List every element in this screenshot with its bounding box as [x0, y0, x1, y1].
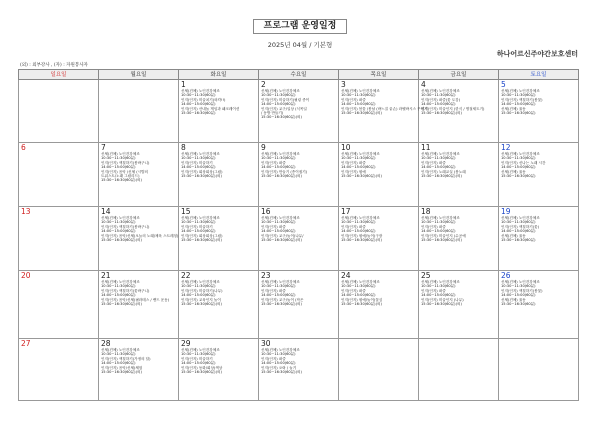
schedule-line: 인지(인지) 퍼즐: [341, 97, 366, 102]
schedule-line: 14:00~15:00(60분): [261, 165, 296, 170]
calendar-week-row: [19, 80, 579, 143]
schedule-line: 인지(인지) 미술하기: [181, 356, 213, 361]
day-number: 10: [341, 143, 351, 152]
schedule-line: 인지(인지) 색칠하기(봄바구니): [101, 224, 150, 229]
day-number: 21: [101, 271, 111, 280]
schedule-line: 인지(인지) 음악/신체(필라테스 / 밴드 운동): [101, 297, 170, 302]
schedule-line: 15:30~16:30(60분): [181, 111, 216, 116]
calendar-day-cell: [499, 80, 579, 143]
schedule-line: 인지(인지) 미술하기(필링 종이: [261, 97, 310, 102]
schedule-line: 15:30~16:30(60분)(외): [421, 238, 462, 243]
schedule-line: 인지(인지) 회상회상(그림): [181, 233, 223, 238]
calendar-day-cell: [419, 339, 499, 401]
day-number: 1: [181, 80, 186, 89]
calendar-day-cell: [259, 80, 339, 143]
day-number: 24: [341, 271, 351, 280]
schedule-line: 15:30~16:30(60분): [501, 238, 536, 243]
schedule-line: 15:30~16:30(60분)(외): [101, 302, 142, 307]
schedule-line: 14:00~15:00(60분): [421, 165, 456, 170]
day-number: 14: [101, 207, 111, 216]
schedule-line: 신체(건체) 노인건강체조: [341, 152, 380, 156]
schedule-line: 신체(건체) 노인건강체조: [261, 280, 300, 284]
calendar-day-cell: [499, 207, 579, 271]
calendar-day-cell: [99, 80, 179, 143]
calendar-day-cell: [499, 339, 579, 401]
schedule-line: 신체(건체) 노인건강체조: [181, 89, 220, 93]
schedule-line: 14:00~15:00(60분): [261, 229, 296, 234]
schedule-line: 인지(인지) 산내놀 게임과 패크레이션: [181, 106, 240, 111]
weekday-monday: 월요일: [99, 70, 179, 80]
schedule-line: 10:30~11:30(60분): [421, 93, 456, 98]
schedule-line: 15:30~16:30(60분)(외): [261, 115, 302, 120]
schedule-line: 신체(건체) 노인건강체조: [261, 348, 300, 352]
schedule-line: 15:30~16:30(60분)(외): [341, 111, 382, 116]
schedule-line: 신체(건체) 율동: [501, 297, 526, 302]
schedule-line: 인지(인지) 미술인지 (수공예: [421, 233, 466, 238]
schedule-line: 10:30~11:30(60분): [101, 352, 136, 357]
schedule-line: 신체(건체) 노인건강체조: [341, 280, 380, 284]
schedule-line: 인지(인지) 색칠하기(꽃바구니): [101, 288, 150, 293]
day-number: 18: [421, 207, 431, 216]
schedule-line: 인지(인지) 원예: [341, 169, 366, 174]
calendar-day-cell: [339, 80, 428, 143]
center-name: 하나어르신주야간보호센터: [496, 50, 578, 58]
schedule-line: 신체(건체) 노인건강체조: [261, 216, 300, 220]
weekday-saturday: 토요일: [499, 70, 579, 80]
schedule-line: 인지(인지) 색칠하기(꽃): [501, 224, 539, 229]
calendar-day-cell: [499, 143, 579, 207]
schedule-line: 10:30~11:30(60분): [501, 156, 536, 161]
calendar-day-cell: [179, 143, 259, 207]
schedule-line: 10:30~11:30(60분): [261, 284, 296, 289]
schedule-line: 15:30~16:30(60분)(외): [261, 370, 302, 375]
schedule-line: 15:30~16:30(60분): [501, 302, 536, 307]
schedule-line: 인지(인지) 노래교실 (봄노래: [421, 169, 466, 174]
schedule-line: 인지(인지) 미술치기(외칵!!): [181, 97, 226, 102]
day-number: 28: [101, 339, 111, 348]
day-number: 16: [261, 207, 271, 216]
schedule-line: 인지(인지) 퍼즐: [261, 356, 286, 361]
weekday-sunday: 일요일: [19, 70, 99, 80]
schedule-line: 10:30~11:30(60분): [101, 156, 136, 161]
schedule-line: 14:00~15:00(60분): [181, 229, 216, 234]
schedule-line: 신체(건체) 율동: [501, 106, 526, 111]
schedule-line: 14:00~15:00(60분): [181, 165, 216, 170]
schedule-line: 신체(건체) 노인건강체조: [501, 152, 540, 156]
schedule-line: / 동방 만들기): [261, 111, 284, 116]
schedule-line: 10:30~11:30(60분): [181, 220, 216, 225]
schedule-line: 신체(건체) 노인건강체조: [181, 216, 220, 220]
day-number: 29: [181, 339, 191, 348]
schedule-line: 인지(인지) 음악/신체(체험: [101, 365, 143, 370]
schedule-line: 14:00~15:00(60분): [181, 102, 216, 107]
schedule-line: 15:30~16:30(60분)(외): [101, 370, 142, 375]
schedule-line: 10:30~11:30(60분): [261, 156, 296, 161]
schedule-line: 15:30~16:30(60분)(외): [261, 302, 302, 307]
day-number: 3: [341, 80, 346, 89]
calendar-day-cell: [179, 339, 259, 401]
page-title: 프로그램 운영일정: [253, 19, 347, 34]
schedule-line: 14:00~15:00(60분): [101, 165, 136, 170]
schedule-line: 14:00~15:00(60분): [501, 293, 536, 298]
day-number: 19: [501, 207, 511, 216]
calendar-day-cell: [419, 207, 499, 271]
weekday-wednesday: 수요일: [259, 70, 339, 80]
schedule-line: 15:30~16:30(60분)(외): [421, 302, 462, 307]
day-number: 20: [21, 271, 31, 280]
schedule-line: 인지(인지) 퍼즐(꽃 도감): [421, 97, 461, 102]
calendar-day-cell: [339, 207, 419, 271]
schedule-line: 10:30~11:30(60분): [181, 93, 216, 98]
calendar-day-cell: [19, 143, 99, 207]
day-number: 5: [501, 80, 506, 89]
schedule-line: 인지(인지) 교구/놀이(나무/: [261, 233, 304, 238]
schedule-line: 10:30~11:30(60분): [421, 220, 456, 225]
day-number: 11: [421, 143, 431, 152]
schedule-line: 인지(인지) 신나는 노래 시간: [501, 160, 546, 165]
schedule-line: 14:00~15:00(60분): [101, 361, 136, 366]
schedule-line: 14:00~15:00(60분): [341, 102, 376, 107]
calendar-day-cell: [259, 339, 339, 401]
schedule-line: 신체(건체) 노인건강체조: [501, 216, 540, 220]
day-number: 4: [421, 80, 426, 89]
calendar-day-cell: [19, 271, 99, 339]
calendar-day-cell: [259, 143, 339, 207]
day-number: 7: [101, 143, 106, 152]
schedule-line: 15:30~16:30(60분)(외): [181, 370, 222, 375]
schedule-line: 신체(건체) 노인건강체조: [341, 216, 380, 220]
calendar-week-row: [19, 207, 579, 271]
calendar-day-cell: [179, 80, 259, 143]
schedule-line: 인지(인지) 퍼즐: [341, 160, 366, 165]
schedule-line: 10:30~11:30(60분): [341, 220, 376, 225]
legend: (외) : 외부강사 , (자) : 자원봉사자: [20, 63, 88, 68]
schedule-line: 신체(건체) 노인건강체조: [501, 89, 540, 93]
schedule-line: 15:30~16:30(60분)(외): [421, 111, 462, 116]
schedule-line: 인지(인지) 미술인지 (나무): [421, 297, 464, 302]
schedule-line: 신체(건체) 노인건강체조: [261, 89, 300, 93]
schedule-line: 인지(인지) 퍼즐: [421, 224, 446, 229]
schedule-line: 15:30~16:30(60분)(외): [261, 238, 302, 243]
schedule-line: 14:00~15:00(60분): [421, 293, 456, 298]
schedule-line: 15:30~16:30(60분)(외): [341, 238, 382, 243]
schedule-line: 신체(건체) 노인건강체조: [181, 348, 220, 352]
calendar-body: [19, 80, 579, 401]
schedule-line: 14:00~15:00(60분): [341, 293, 376, 298]
schedule-line: 14:00~15:00(60분): [421, 102, 456, 107]
calendar-day-cell: [499, 271, 579, 339]
schedule-line: 인지(인지) 원예/놀이(꽃심: [341, 297, 383, 302]
schedule-line: 14:00~15:00(60분): [261, 361, 296, 366]
calendar-day-cell: [419, 271, 499, 339]
schedule-line: 14:00~15:00(60분): [501, 102, 536, 107]
calendar-day-cell: [259, 207, 339, 271]
schedule-line: 인지(인지) 퍼즐: [421, 288, 446, 293]
schedule-line: 15:30~16:30(60분)(외): [341, 174, 382, 179]
schedule-line: 인지(인지) 색칠하기(봄꽃): [501, 288, 543, 293]
weekday-thursday: 목요일: [339, 70, 419, 80]
schedule-line: 10:30~11:30(60분): [261, 93, 296, 98]
schedule-line: 신체(건체) 노인건강체조: [421, 280, 460, 284]
calendar-day-cell: [99, 207, 179, 271]
schedule-line: 15:30~16:30(60분): [501, 111, 536, 116]
schedule-line: 신체(건체) 노인건강체조: [341, 89, 380, 93]
schedule-line: 인지(인지) 미술하기: [181, 160, 213, 165]
weekday-tuesday: 화요일: [179, 70, 259, 80]
schedule-line: 14:00~15:00(60분): [261, 293, 296, 298]
schedule-line: 신체(건체) 노인건강체조: [181, 280, 220, 284]
day-number: 12: [501, 143, 511, 152]
schedule-line: 인지(인지) 봄꽃 /봄날 (바느질 끝손) 라벨바시스 꾸미기: [341, 106, 428, 111]
calendar-day-cell: [19, 207, 99, 271]
schedule-line: 신체(건체) 노인건강체조: [101, 280, 140, 284]
calendar-day-cell: [419, 143, 499, 207]
schedule-line: 인지(인지) 미술하기(나무): [181, 288, 223, 293]
schedule-line: 10:30~11:30(60분): [101, 284, 136, 289]
schedule-line: 14:00~15:00(60분): [501, 165, 536, 170]
schedule-line: 인지(인지) 원예/놀이(구장: [341, 233, 383, 238]
schedule-line: 신체(건체) 노인건강체조: [101, 216, 140, 220]
schedule-line: 14:00~15:00(60분): [101, 229, 136, 234]
day-number: 9: [261, 143, 266, 152]
schedule-line: 10:30~11:30(60분): [501, 93, 536, 98]
schedule-line: 신체(건체) 율동: [501, 169, 526, 174]
schedule-line: 15:30~16:30(60분)(외): [181, 302, 222, 307]
schedule-line: 인지(인지) 교구/놀이 (작은: [261, 297, 304, 302]
day-number: 2: [261, 80, 266, 89]
calendar-day-cell: [339, 271, 419, 339]
schedule-line: 인지(인지) 미술하기: [181, 224, 213, 229]
schedule-line: 인지(인지) 퍼즐: [261, 288, 286, 293]
schedule-line: 10:30~11:30(60분): [181, 284, 216, 289]
schedule-line: 10:30~11:30(60분): [181, 352, 216, 357]
calendar-day-cell: [179, 271, 259, 339]
schedule-line: 10:30~11:30(60분): [341, 93, 376, 98]
calendar-day-cell: [179, 207, 259, 271]
schedule-line: 인지(인지) 오락 / 놀기: [261, 365, 297, 370]
calendar-day-cell: [99, 339, 179, 401]
schedule-line: 10:30~11:30(60분): [181, 156, 216, 161]
schedule-line: 14:00~15:00(60분): [501, 229, 536, 234]
calendar-day-cell: [339, 143, 419, 207]
weekday-header-row: [19, 70, 579, 80]
schedule-line: 신체(건체) 율동: [501, 233, 526, 238]
day-number: 30: [261, 339, 271, 348]
schedule-line: 신체(건체) 노인건강체조: [101, 152, 140, 156]
schedule-line: 10:30~11:30(60분): [501, 284, 536, 289]
schedule-line: 신체(건체) 노인건강체조: [421, 216, 460, 220]
page-subtitle: 2025년 04월 / 기본형: [267, 41, 333, 49]
day-number: 17: [341, 207, 351, 216]
calendar-day-cell: [419, 80, 499, 143]
day-number: 26: [501, 271, 511, 280]
schedule-line: 트위스트/노래 그림리드): [101, 174, 140, 179]
schedule-line: 인지(인지) 퍼즐: [261, 160, 286, 165]
schedule-line: 15:30~16:30(60분)(외): [341, 302, 382, 307]
schedule-line: 14:00~15:00(60분): [181, 293, 216, 298]
schedule-line: 15:30~16:30(60분): [501, 174, 536, 179]
schedule-line: 14:00~15:00(60분): [101, 293, 136, 298]
schedule-line: 신체(건체) 노인건강체조: [421, 89, 460, 93]
schedule-line: 인지(인지) 음악 /신체 (시발의: [101, 169, 149, 174]
schedule-line: 10:30~11:30(60분): [261, 220, 296, 225]
schedule-line: 14:00~15:00(60분): [181, 361, 216, 366]
schedule-line: 인지(인지) 색칠하기(봄바구니): [101, 160, 150, 165]
day-number: 25: [421, 271, 431, 280]
day-number: 13: [21, 207, 31, 216]
schedule-line: 15:30~16:30(60분)(외): [261, 174, 302, 179]
schedule-line: 인지(인지) 색칠하기(가정의 달): [101, 356, 151, 361]
calendar-day-cell: [99, 143, 179, 207]
calendar-day-cell: [259, 271, 339, 339]
calendar-table: [18, 69, 579, 401]
calendar-week-row: [19, 271, 579, 339]
schedule-line: 인지(인지) 퍼즐: [341, 224, 366, 229]
schedule-line: 신체(건체) 노인건강체조: [421, 152, 460, 156]
schedule-line: 10:30~11:30(60분): [421, 156, 456, 161]
schedule-line: 신체(건체) 노인건강체조: [501, 280, 540, 284]
schedule-line: 인지(인지) 만들기 (종이접기): [261, 169, 308, 174]
calendar-week-row: [19, 143, 579, 207]
calendar-day-cell: [99, 271, 179, 339]
schedule-line: 15:30~16:30(60분)(외): [181, 174, 222, 179]
day-number: 8: [181, 143, 186, 152]
schedule-line: 인지(인지) 음악/신체(오늘의 노래/채육 스트레칭): [101, 233, 179, 238]
schedule-line: 10:30~11:30(60분): [341, 284, 376, 289]
schedule-line: 15:30~16:30(60분)(외): [181, 238, 222, 243]
calendar-day-cell: [19, 339, 99, 401]
schedule-line: 10:30~11:30(60분): [341, 156, 376, 161]
schedule-line: 15:30~16:30(60분)(외): [421, 174, 462, 179]
schedule-line: 인지(인지) 동화/회상(색상: [181, 365, 223, 370]
schedule-line: 14:00~15:00(60분): [341, 229, 376, 234]
day-number: 15: [181, 207, 191, 216]
day-number: 6: [21, 143, 26, 152]
calendar-week-row: [19, 339, 579, 401]
calendar-day-cell: [339, 339, 419, 401]
schedule-line: 10:30~11:30(60분): [101, 220, 136, 225]
day-number: 22: [181, 271, 191, 280]
schedule-line: 15:30~16:30(60분)(외): [101, 178, 142, 183]
schedule-line: 15:30~16:30(60분)(외): [101, 238, 142, 243]
schedule-line: 14:00~15:00(60분): [341, 165, 376, 170]
schedule-line: 14:00~15:00(60분): [261, 102, 296, 107]
schedule-line: 인지(인지) 미술인지 (한식 / 명절세트기): [421, 106, 485, 111]
weekday-friday: 금요일: [419, 70, 499, 80]
schedule-line: 신체(건체) 노인건강체조: [181, 152, 220, 156]
schedule-line: 인지(인지) 교육인지 놀이: [181, 297, 221, 302]
day-number: 27: [21, 339, 31, 348]
schedule-line: 신체(건체) 노인건강체조: [101, 348, 140, 352]
calendar-day-cell: [19, 80, 99, 143]
schedule-line: 인지(인지) 퍼즐: [261, 224, 286, 229]
schedule-line: 인지(인지) 교구/일상 (식목일: [261, 106, 307, 111]
day-number: 23: [261, 271, 271, 280]
schedule-line: 인지(인지) 퍼즐: [421, 160, 446, 165]
schedule-line: 14:00~15:00(60분): [421, 229, 456, 234]
schedule-line: 10:30~11:30(60분): [261, 352, 296, 357]
schedule-line: 인지(인지) 색칠하기(봄꽃): [501, 97, 543, 102]
schedule-line: 신체(건체) 노인건강체조: [261, 152, 300, 156]
schedule-line: 인지(인지) 퍼즐: [341, 288, 366, 293]
schedule-line: 10:30~11:30(60분): [421, 284, 456, 289]
schedule-line: 10:30~11:30(60분): [501, 220, 536, 225]
schedule-line: 인지(인지) 회상회상(그림): [181, 169, 223, 174]
